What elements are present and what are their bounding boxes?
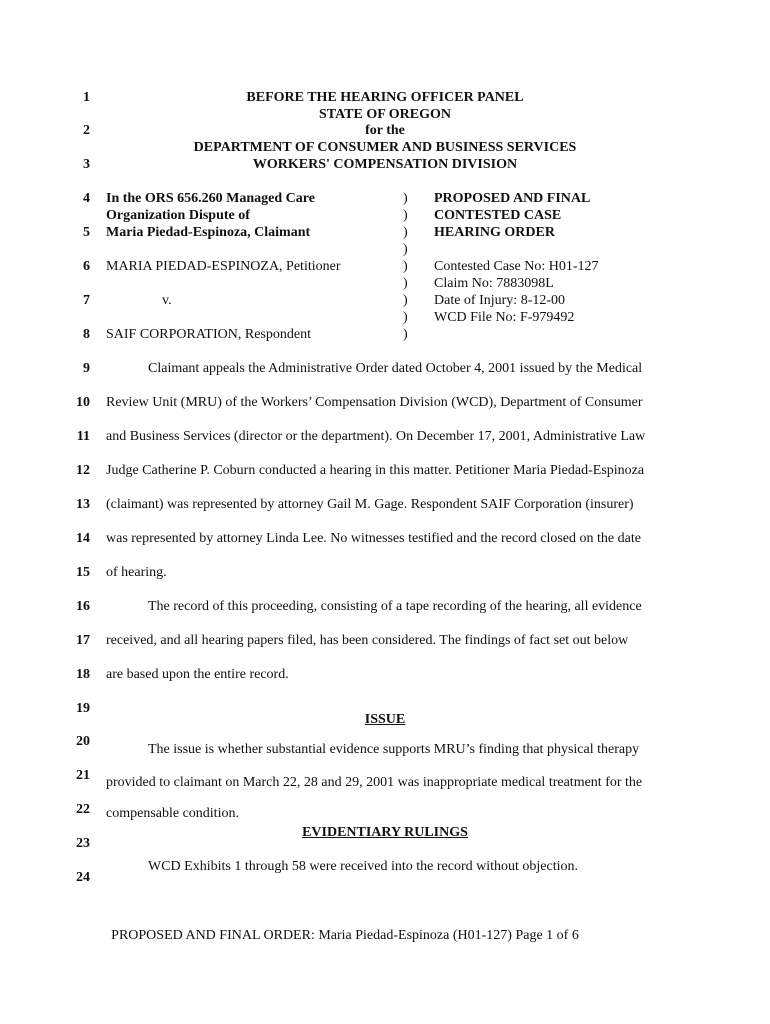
body-text-line: compensable condition. <box>106 806 239 821</box>
line-number: 17 <box>76 633 90 648</box>
order-type-line: CONTESTED CASE <box>434 208 562 223</box>
body-text-line: Judge Catherine P. Coburn conducted a hearing in this matter. Petitioner Maria Piedad-Espinoza <box>106 463 645 478</box>
body-text-line: was represented by attorney Linda Lee. No witnesses testified and the record closed on the date <box>106 531 641 546</box>
line-number: 11 <box>76 429 90 444</box>
wcd-file-number: WCD File No: F-979492 <box>434 310 575 325</box>
line-number: 20 <box>76 734 90 749</box>
body-text-line: Review Unit (MRU) of the Workers’ Compensation Division (WCD), Department of Consumer <box>106 395 643 410</box>
body-text-line: received, and all hearing papers filed, has been considered. The findings of fact set out below <box>106 633 629 648</box>
caption-paren: ) <box>403 259 408 274</box>
caption-title-line: WORKERS' COMPENSATION DIVISION <box>252 157 518 172</box>
caption-left-line: In the ORS 656.260 Managed Care <box>106 191 315 206</box>
issue-heading: ISSUE <box>364 712 406 727</box>
line-number: 23 <box>76 836 90 851</box>
line-number: 3 <box>83 157 90 172</box>
line-number: 7 <box>83 293 90 308</box>
versus-line: v. <box>162 293 172 308</box>
line-number: 10 <box>76 395 90 410</box>
caption-left-line: Organization Dispute of <box>106 208 250 223</box>
caption-title-line: STATE OF OREGON <box>319 107 451 122</box>
line-number: 9 <box>83 361 90 376</box>
line-number: 18 <box>76 667 90 682</box>
body-text-line: Claimant appeals the Administrative Order dated October 4, 2001 issued by the Medical <box>148 361 643 376</box>
line-number: 13 <box>76 497 90 512</box>
body-text-line: are based upon the entire record. <box>106 667 289 682</box>
caption-paren: ) <box>403 242 408 257</box>
line-number: 21 <box>76 768 90 783</box>
body-text-line: The record of this proceeding, consisting of a tape recording of the hearing, all evidence <box>148 599 642 614</box>
caption-paren: ) <box>403 310 408 325</box>
line-number: 24 <box>76 870 90 885</box>
body-text-line: The issue is whether substantial evidence supports MRU’s finding that physical therapy <box>148 742 640 757</box>
evidentiary-rulings-heading: EVIDENTIARY RULINGS <box>302 825 468 840</box>
body-text-line: WCD Exhibits 1 through 58 were received into the record without objection. <box>148 859 579 874</box>
claim-number: Claim No: 7883098L <box>434 276 554 291</box>
line-number: 6 <box>83 259 90 274</box>
caption-title-line: for the <box>365 123 405 138</box>
page-footer: PROPOSED AND FINAL ORDER: Maria Piedad-Espinoza (H01-127) Page 1 of 6 <box>111 928 579 943</box>
caption-paren: ) <box>403 276 408 291</box>
line-number: 1 <box>83 90 90 105</box>
caption-title-line: DEPARTMENT OF CONSUMER AND BUSINESS SERVICES <box>193 140 577 155</box>
caption-paren: ) <box>403 293 408 308</box>
caption-left-line: Maria Piedad-Espinoza, Claimant <box>106 225 311 240</box>
order-type-line: HEARING ORDER <box>434 225 555 240</box>
line-number: 2 <box>83 123 90 138</box>
line-number: 8 <box>83 327 90 342</box>
caption-paren: ) <box>403 208 408 223</box>
body-text-line: (claimant) was represented by attorney Gail M. Gage. Respondent SAIF Corporation (insurer) <box>106 497 634 512</box>
respondent-line: SAIF CORPORATION, Respondent <box>106 327 311 342</box>
body-text-line: provided to claimant on March 22, 28 and 29, 2001 was inappropriate medical treatment for the <box>106 775 643 790</box>
caption-title-line: BEFORE THE HEARING OFFICER PANEL <box>246 90 524 105</box>
caption-paren: ) <box>403 327 408 342</box>
line-number: 14 <box>76 531 90 546</box>
order-type-line: PROPOSED AND FINAL <box>434 191 591 206</box>
body-text-line: of hearing. <box>106 565 167 580</box>
case-number: Contested Case No: H01-127 <box>434 259 599 274</box>
line-number: 22 <box>76 802 90 817</box>
line-number: 12 <box>76 463 90 478</box>
body-text-line: and Business Services (director or the department). On December 17, 2001, Administrative Law <box>106 429 646 444</box>
line-number: 16 <box>76 599 90 614</box>
caption-paren: ) <box>403 191 408 206</box>
line-number: 19 <box>76 701 90 716</box>
line-number: 5 <box>83 225 90 240</box>
line-number: 15 <box>76 565 90 580</box>
caption-paren: ) <box>403 225 408 240</box>
line-number: 4 <box>83 191 90 206</box>
date-of-injury: Date of Injury: 8-12-00 <box>434 293 566 308</box>
petitioner-line: MARIA PIEDAD-ESPINOZA, Petitioner <box>106 259 341 274</box>
